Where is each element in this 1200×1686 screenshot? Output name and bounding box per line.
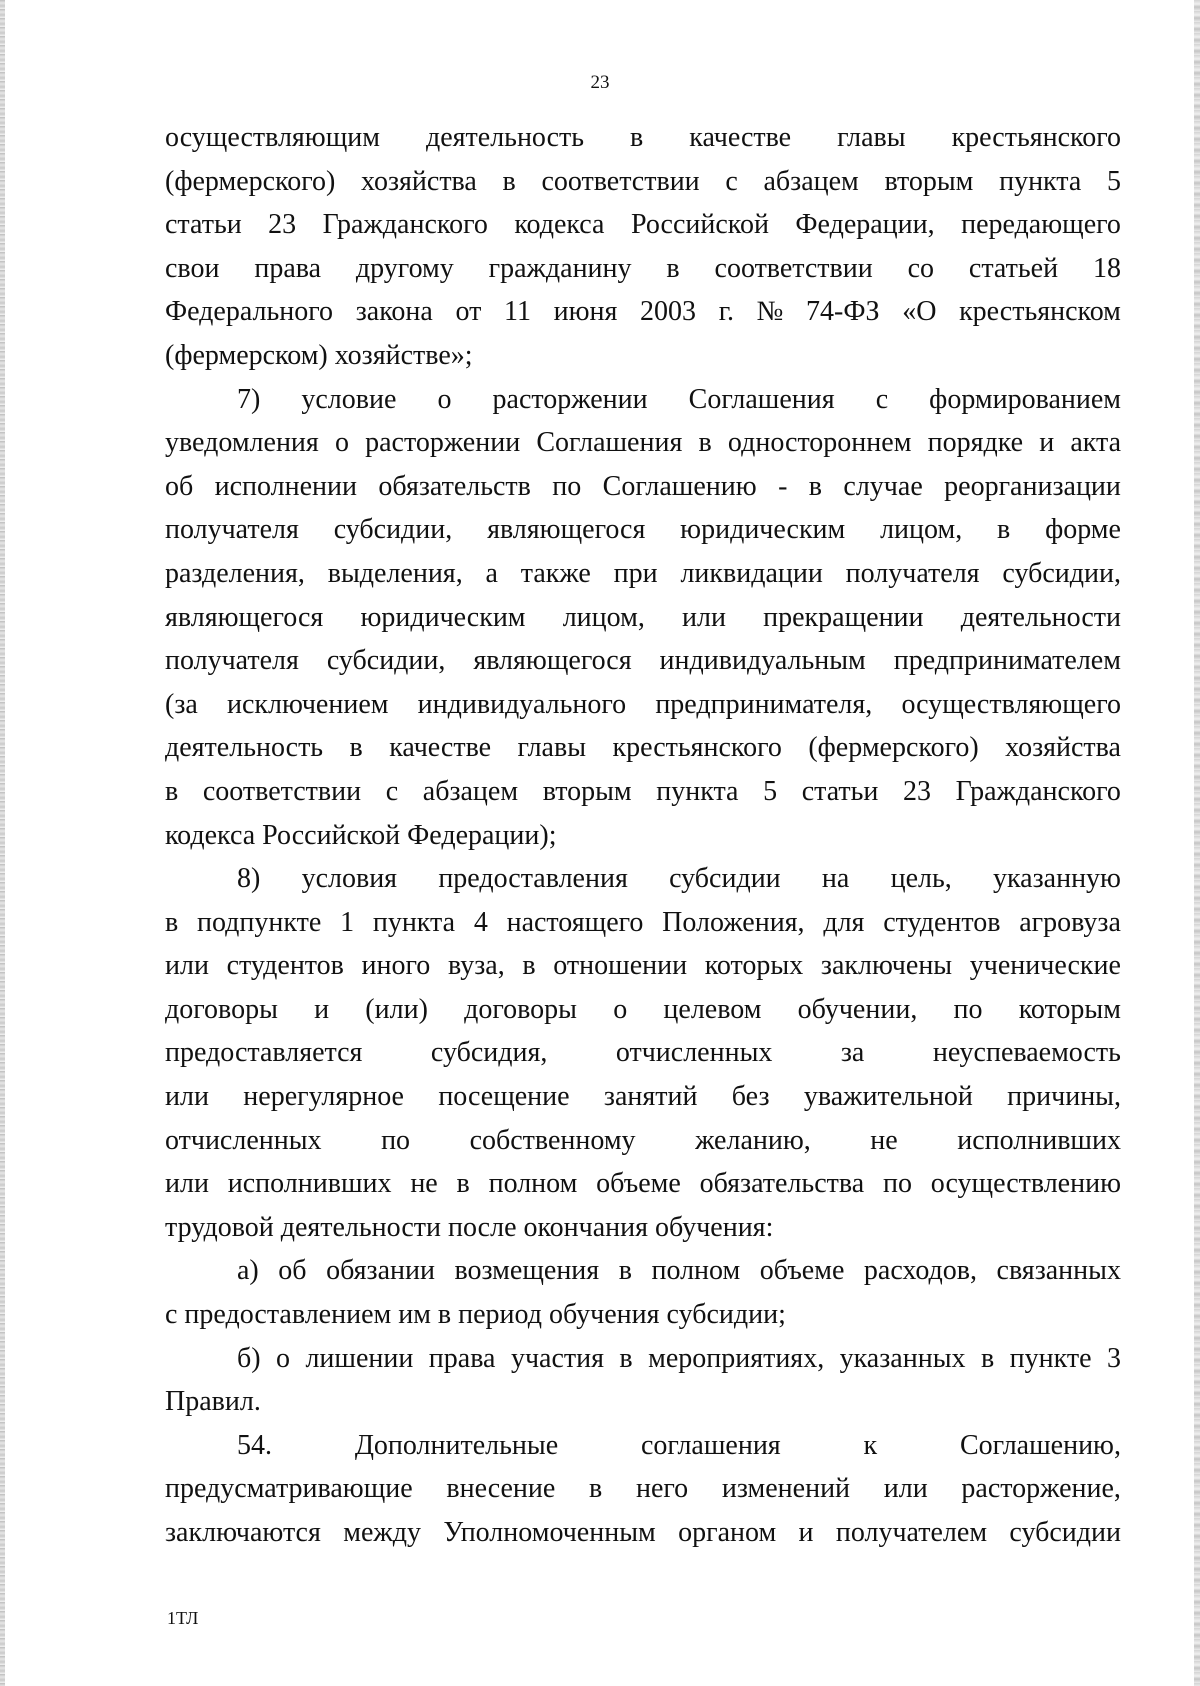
word: одностороннем bbox=[727, 427, 912, 459]
word: (фермерского) bbox=[165, 165, 336, 197]
word: статьи bbox=[165, 209, 242, 241]
word: обучении, bbox=[797, 993, 918, 1025]
text-line bbox=[165, 726, 1121, 770]
scan-edge-left bbox=[0, 0, 5, 1686]
word: студентов bbox=[883, 906, 1001, 938]
word: по bbox=[381, 1124, 411, 1156]
line-text: Правил. bbox=[165, 1386, 261, 1418]
word: Федерального bbox=[165, 296, 334, 328]
word: собственному bbox=[469, 1124, 636, 1156]
word: обязании bbox=[326, 1255, 435, 1287]
word: по bbox=[953, 993, 983, 1025]
word: Федерации, bbox=[795, 209, 935, 241]
word: полном bbox=[651, 1255, 741, 1287]
word: разделения, bbox=[165, 557, 305, 589]
word: для bbox=[823, 906, 865, 938]
word: получателя bbox=[165, 514, 299, 546]
word: «О bbox=[902, 296, 937, 328]
text-line bbox=[165, 857, 1121, 901]
word: главы bbox=[517, 732, 587, 764]
word: уведомления bbox=[165, 427, 319, 459]
word: ученические bbox=[969, 950, 1121, 982]
word: по bbox=[882, 1168, 912, 1200]
word: предпринимателя, bbox=[655, 688, 873, 720]
word: нерегулярное bbox=[243, 1081, 404, 1113]
line-text: трудовой деятельности после окончания обучения: bbox=[165, 1211, 774, 1243]
word: объеме bbox=[759, 1255, 845, 1287]
word: пункта bbox=[656, 775, 739, 807]
word: в bbox=[808, 470, 823, 502]
word: уважительной bbox=[803, 1081, 973, 1113]
word: крестьянском bbox=[959, 296, 1121, 328]
word: субсидии, bbox=[333, 514, 453, 546]
word: него bbox=[635, 1473, 689, 1505]
word: деятельность bbox=[165, 732, 324, 764]
word: осуществляющего bbox=[901, 688, 1121, 720]
word: случае bbox=[843, 470, 923, 502]
word: индивидуальным bbox=[659, 645, 866, 677]
text-line bbox=[165, 1031, 1121, 1075]
text-line bbox=[165, 334, 1121, 378]
word: между bbox=[343, 1517, 421, 1548]
word: иного bbox=[361, 950, 431, 982]
text-line bbox=[165, 1424, 1121, 1468]
word: или bbox=[165, 950, 209, 982]
text-line bbox=[165, 596, 1121, 640]
word: предоставления bbox=[438, 863, 628, 895]
word: в bbox=[502, 165, 516, 197]
word: предпринимателем bbox=[893, 645, 1121, 677]
word: субсидии bbox=[1009, 1517, 1121, 1548]
word: целевом bbox=[663, 993, 762, 1025]
word: статьи bbox=[801, 775, 879, 807]
word: Гражданского bbox=[322, 209, 488, 241]
footer-code: 1ТЛ bbox=[167, 1608, 199, 1628]
word: вторым bbox=[542, 775, 632, 807]
word: студентов bbox=[226, 950, 344, 982]
word: Соглашению, bbox=[959, 1429, 1121, 1461]
word: субсидия, bbox=[430, 1037, 548, 1069]
text-line bbox=[165, 116, 1121, 160]
word: исполнивших bbox=[227, 1168, 392, 1200]
word: передающего bbox=[961, 209, 1121, 241]
text-line bbox=[165, 1206, 1121, 1250]
word: отчисленных bbox=[615, 1037, 773, 1069]
word: о bbox=[334, 427, 349, 459]
word: с bbox=[385, 775, 399, 807]
word: цель, bbox=[890, 863, 952, 895]
text-line bbox=[165, 203, 1121, 247]
word: или bbox=[165, 1168, 209, 1200]
word: соответствии bbox=[714, 252, 873, 284]
word: права bbox=[254, 252, 322, 284]
word: расторжении bbox=[492, 383, 648, 415]
word: (или) bbox=[365, 993, 428, 1025]
word: 74-ФЗ bbox=[806, 296, 880, 328]
text-line bbox=[165, 814, 1121, 858]
word: Дополнительные bbox=[354, 1429, 559, 1461]
word: прекращении bbox=[763, 601, 924, 633]
word: возмещения bbox=[454, 1255, 600, 1287]
word: органом bbox=[678, 1517, 777, 1548]
word: 4 bbox=[473, 906, 488, 938]
word: в bbox=[456, 1168, 470, 1200]
word: абзацем bbox=[422, 775, 519, 807]
word: 7) bbox=[237, 383, 261, 415]
word: условие bbox=[301, 383, 397, 415]
word: 5 bbox=[1106, 165, 1121, 197]
word: в bbox=[618, 1255, 632, 1287]
text-line bbox=[165, 988, 1121, 1032]
word: с bbox=[875, 383, 889, 415]
word: лицом, bbox=[562, 601, 645, 633]
word: 23 bbox=[268, 209, 297, 241]
word: в bbox=[165, 906, 179, 938]
word: индивидуального bbox=[417, 688, 627, 720]
word: Соглашению bbox=[602, 470, 757, 502]
page-number: 23 bbox=[590, 72, 610, 93]
word: а) bbox=[237, 1255, 259, 1287]
word: предоставляется bbox=[165, 1037, 363, 1069]
word: в bbox=[589, 1473, 603, 1505]
word: - bbox=[778, 470, 788, 502]
word: указанных bbox=[839, 1342, 966, 1374]
text-line bbox=[165, 552, 1121, 596]
text-line bbox=[165, 770, 1121, 814]
word: внесение bbox=[446, 1473, 556, 1505]
word: деятельности bbox=[960, 601, 1121, 633]
word: Соглашения bbox=[688, 383, 835, 415]
text-line bbox=[165, 639, 1121, 683]
word: являющегося bbox=[473, 645, 632, 677]
word: договоры bbox=[464, 993, 577, 1025]
word: обязательств bbox=[378, 470, 531, 502]
word: права bbox=[428, 1342, 496, 1374]
word: 18 bbox=[1092, 252, 1121, 284]
word: или bbox=[165, 1081, 209, 1113]
word: о bbox=[613, 993, 628, 1025]
word: абзацем bbox=[763, 165, 859, 197]
word: в bbox=[666, 252, 680, 284]
text-line bbox=[165, 465, 1121, 509]
word: получателя bbox=[165, 645, 299, 677]
word: 1 bbox=[340, 906, 355, 938]
word: выделения, bbox=[327, 557, 463, 589]
word: которым bbox=[1018, 993, 1121, 1025]
word: являющегося bbox=[165, 601, 324, 633]
word: об bbox=[278, 1255, 307, 1287]
text-line bbox=[165, 1075, 1121, 1119]
word: Положения, bbox=[662, 906, 805, 938]
word: порядке bbox=[927, 427, 1024, 459]
word: лишении bbox=[305, 1342, 414, 1374]
word: Уполномоченным bbox=[443, 1517, 656, 1548]
word: лицом, bbox=[880, 514, 963, 546]
text-line bbox=[165, 421, 1121, 465]
line-text: кодекса Российской Федерации); bbox=[165, 819, 557, 851]
word: о bbox=[437, 383, 452, 415]
word: или bbox=[883, 1473, 928, 1505]
scan-edge-right bbox=[1194, 0, 1200, 1686]
word: за bbox=[840, 1037, 865, 1069]
word: закона bbox=[355, 296, 433, 328]
word: указанную bbox=[992, 863, 1121, 895]
word: договоры bbox=[165, 993, 278, 1025]
word: крестьянского bbox=[951, 122, 1121, 153]
word: не bbox=[410, 1168, 438, 1200]
word: в bbox=[630, 122, 644, 153]
word: кодекса bbox=[514, 209, 605, 241]
word: полном bbox=[488, 1168, 578, 1200]
text-line bbox=[165, 1380, 1121, 1424]
text-line bbox=[165, 378, 1121, 422]
word: со bbox=[907, 252, 935, 284]
word: (за bbox=[165, 688, 198, 720]
word: занятий bbox=[603, 1081, 698, 1113]
word: свои bbox=[165, 252, 220, 284]
word: к bbox=[863, 1429, 878, 1461]
word: главы bbox=[837, 122, 906, 153]
document-body bbox=[165, 116, 1121, 1555]
word: деятельность bbox=[425, 122, 585, 153]
word: Соглашения bbox=[536, 427, 683, 459]
word: качестве bbox=[389, 732, 492, 764]
text-line bbox=[165, 160, 1121, 204]
word: отчисленных bbox=[165, 1124, 322, 1156]
word: соответствии bbox=[202, 775, 362, 807]
word: 5 bbox=[763, 775, 778, 807]
word: 3 bbox=[1106, 1342, 1121, 1374]
word: вторым bbox=[884, 165, 974, 197]
word: посещение bbox=[438, 1081, 570, 1113]
word: отношении bbox=[553, 950, 688, 982]
word: хозяйства bbox=[1005, 732, 1121, 764]
word: пункта bbox=[372, 906, 456, 938]
word: пункта bbox=[999, 165, 1082, 197]
line-text: (фермерском) хозяйстве»; bbox=[165, 339, 473, 371]
word: заключены bbox=[820, 950, 953, 982]
word: субсидии, bbox=[326, 645, 446, 677]
word: г. bbox=[718, 296, 735, 328]
word: субсидии, bbox=[1002, 557, 1121, 589]
word: вуза, bbox=[447, 950, 505, 982]
word: исключением bbox=[227, 688, 389, 720]
word: желанию, bbox=[695, 1124, 811, 1156]
word: получателем bbox=[835, 1517, 988, 1548]
word: № bbox=[756, 296, 784, 328]
word: юридическим bbox=[680, 514, 846, 546]
word: также bbox=[520, 557, 591, 589]
text-line bbox=[165, 290, 1121, 334]
word: 23 bbox=[903, 775, 932, 807]
word: на bbox=[821, 863, 850, 895]
text-line bbox=[165, 1249, 1121, 1293]
word: в bbox=[165, 775, 179, 807]
word: исполнении bbox=[214, 470, 358, 502]
word: без bbox=[731, 1081, 770, 1113]
text-line bbox=[165, 683, 1121, 727]
word: участия bbox=[510, 1342, 604, 1374]
word: или bbox=[682, 601, 726, 633]
word: крестьянского bbox=[612, 732, 782, 764]
word: а bbox=[485, 557, 498, 589]
word: в bbox=[619, 1342, 633, 1374]
word: объеме bbox=[596, 1168, 681, 1200]
text-line bbox=[165, 1162, 1121, 1206]
word: соответствии bbox=[541, 165, 700, 197]
word: 2003 bbox=[640, 296, 697, 328]
word: 54. bbox=[237, 1429, 272, 1461]
word: по bbox=[552, 470, 582, 502]
word: пункте bbox=[1009, 1342, 1092, 1374]
word: неуспеваемость bbox=[932, 1037, 1121, 1069]
text-line bbox=[165, 508, 1121, 552]
word: другому bbox=[355, 252, 454, 284]
word: которых bbox=[704, 950, 804, 982]
word: в bbox=[349, 732, 363, 764]
word: заключаются bbox=[165, 1517, 321, 1548]
word: форме bbox=[1045, 514, 1121, 546]
text-line bbox=[165, 1337, 1121, 1381]
word: соглашения bbox=[640, 1429, 781, 1461]
word: хозяйства bbox=[361, 165, 477, 197]
word: обязательства bbox=[699, 1168, 865, 1200]
text-line bbox=[165, 901, 1121, 945]
word: настоящего bbox=[506, 906, 644, 938]
word: и bbox=[798, 1517, 814, 1548]
word: 11 bbox=[503, 296, 531, 328]
word: в bbox=[522, 950, 536, 982]
word: качестве bbox=[689, 122, 792, 153]
word: не bbox=[870, 1124, 898, 1156]
text-line bbox=[165, 1511, 1121, 1555]
word: юридическим bbox=[360, 601, 526, 633]
text-line bbox=[165, 247, 1121, 291]
word: формированием bbox=[929, 383, 1121, 415]
word: реорганизации bbox=[944, 470, 1121, 502]
line-text: с предоставлением им в период обучения субсидии; bbox=[165, 1299, 786, 1331]
word: предусматривающие bbox=[165, 1473, 413, 1505]
word: (фермерского) bbox=[808, 732, 979, 764]
word: и bbox=[314, 993, 330, 1025]
text-line bbox=[165, 1467, 1121, 1511]
word: подпункте bbox=[197, 906, 322, 938]
word: являющегося bbox=[487, 514, 646, 546]
word: причины, bbox=[1007, 1081, 1121, 1113]
word: осуществляющим bbox=[165, 122, 380, 153]
word: гражданину bbox=[488, 252, 632, 284]
word: и bbox=[1039, 427, 1055, 459]
word: от bbox=[455, 296, 482, 328]
word: акта bbox=[1070, 427, 1121, 459]
word: о bbox=[276, 1342, 291, 1374]
word: связанных bbox=[996, 1255, 1121, 1287]
word: изменений bbox=[721, 1473, 851, 1505]
word: мероприятиях, bbox=[648, 1342, 825, 1374]
word: с bbox=[725, 165, 738, 197]
word: при bbox=[613, 557, 658, 589]
word: б) bbox=[237, 1342, 261, 1374]
text-line bbox=[165, 1119, 1121, 1163]
word: осуществлению bbox=[930, 1168, 1121, 1200]
word: Российской bbox=[630, 209, 769, 241]
word: об bbox=[165, 470, 194, 502]
word: ликвидации bbox=[680, 557, 823, 589]
word: в bbox=[698, 427, 712, 459]
text-line bbox=[165, 1293, 1121, 1337]
word: расторжение, bbox=[961, 1473, 1121, 1505]
text-line bbox=[165, 944, 1121, 988]
word: 8) bbox=[237, 863, 261, 895]
word: июня bbox=[553, 296, 618, 328]
word: получателя bbox=[845, 557, 980, 589]
word: Гражданского bbox=[955, 775, 1121, 807]
word: статьей bbox=[968, 252, 1059, 284]
word: расходов, bbox=[863, 1255, 977, 1287]
word: агровуза bbox=[1019, 906, 1121, 938]
word: в bbox=[980, 1342, 995, 1374]
word: расторжении bbox=[365, 427, 521, 459]
word: субсидии bbox=[669, 863, 781, 895]
word: условия bbox=[301, 863, 398, 895]
word: в bbox=[997, 514, 1011, 546]
word: исполнивших bbox=[957, 1124, 1121, 1156]
